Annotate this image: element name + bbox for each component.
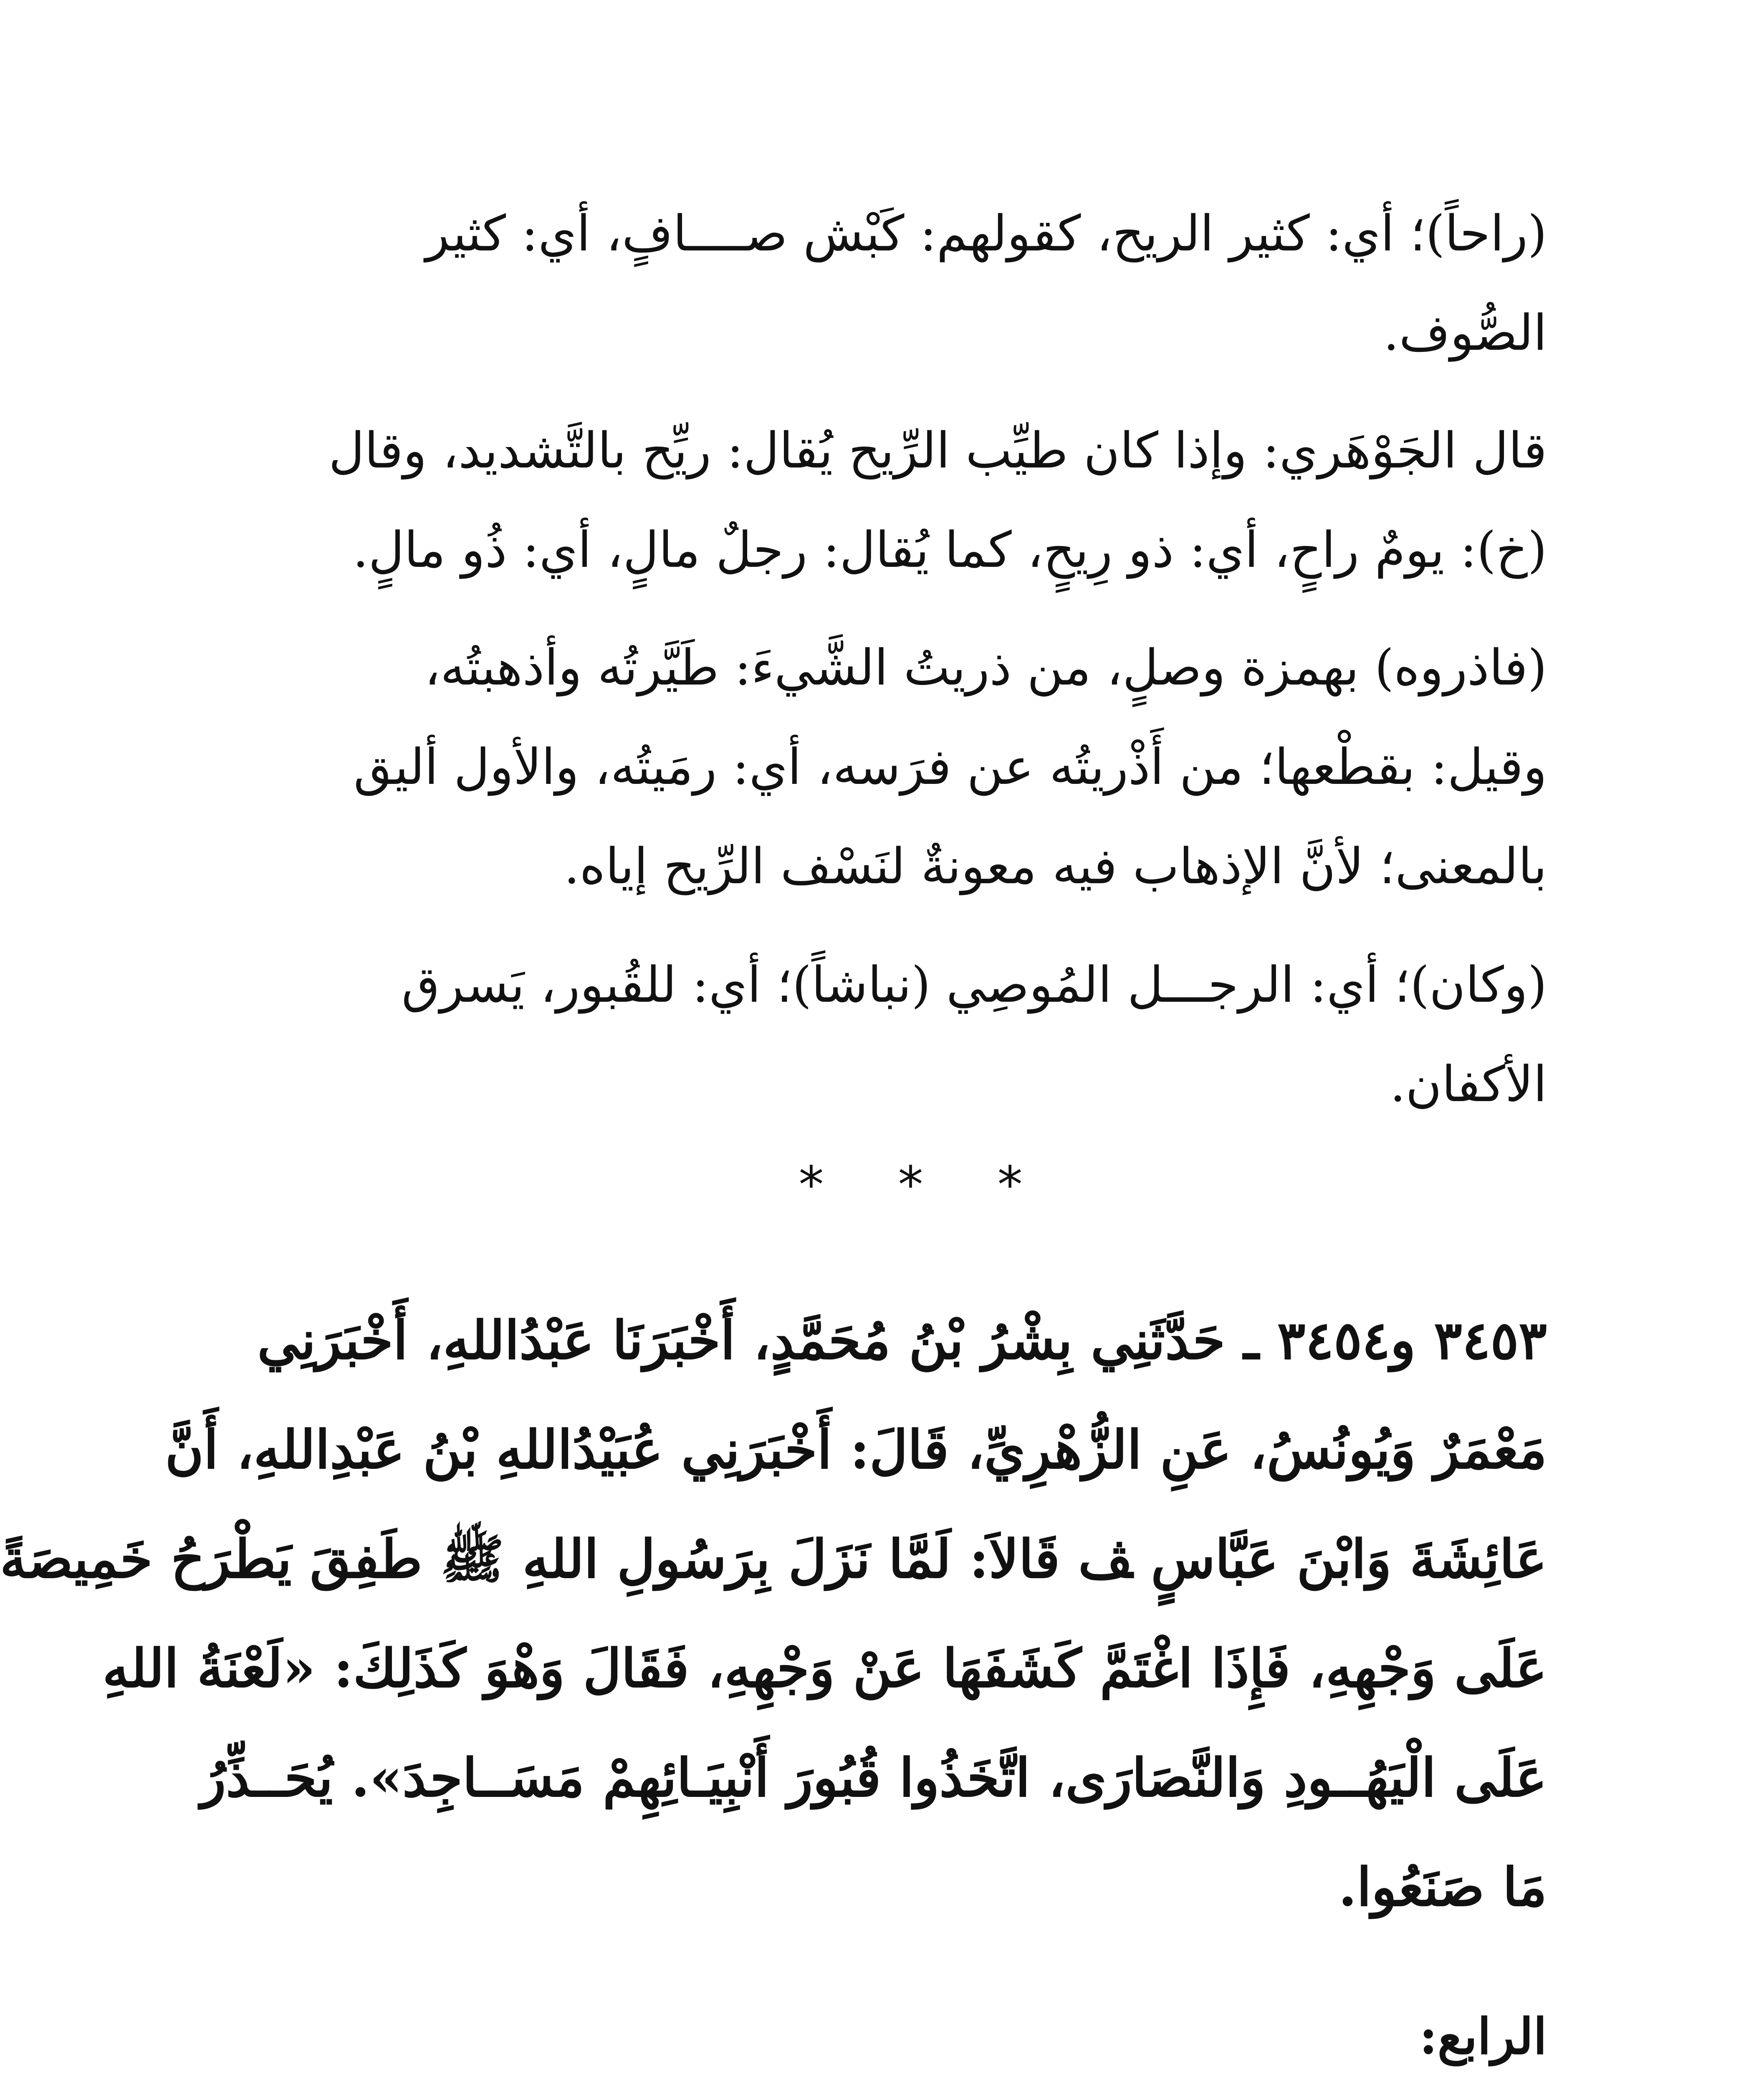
section-heading: الرابع: — [1419, 2007, 1547, 2065]
section-separator: * * * — [799, 1156, 1052, 1214]
hadith-line: عَائِشَةَ وَابْنَ عَبَّاسٍ ﭫ قَالاَ: لَمَّا نَزَلَ بِرَسُولِ اللهِ ﷺ طَفِقَ يَطْرَحُ خَمِيصَةً — [0, 1528, 1547, 1590]
text-line: بالمعنى؛ لأنَّ الإذهاب فيه معونةٌ لنَسْف الرِّيح إياه. — [564, 837, 1547, 895]
text-line: قال الجَوْهَري: وإذا كان طيِّب الرِّيح يُقال: ريِّح بالتَّشديد، وقال — [329, 422, 1547, 479]
paragraph-rahan — [303, 184, 1547, 382]
text-line: (وكان)؛ أي: الرجـــل المُوصِي (نباشاً)؛ أي: للقُبور، يَسرق — [402, 956, 1547, 1013]
text-line: وقيل: بقطْعها؛ من أَذْريتُه عن فرَسه، أي: رمَيتُه، والأول أليق — [353, 738, 1547, 796]
hadith-line: عَلَى وَجْهِهِ، فَإِذَا اغْتَمَّ كَشَفَهَا عَنْ وَجْهِهِ، فَقَالَ وَهْوَ كَذَلِكَ: «لَعْنَةُ اللهِ — [102, 1637, 1547, 1699]
hadith-line: مَعْمَرٌ وَيُونُسُ، عَنِ الزُّهْرِيِّ، قَالَ: أَخْبَرَنِي عُبَيْدُاللهِ بْنُ عَبْدِاللهِ، أَنَّ — [165, 1419, 1547, 1481]
hadith-text — [0, 1286, 1547, 1942]
text-line: (خ): يومٌ راحٍ، أي: ذو رِيحٍ، كما يُقال: رجلٌ مالٍ، أي: ذُو مالٍ. — [353, 521, 1547, 579]
hadith-line: مَا صَنَعُوا. — [1338, 1856, 1547, 1918]
text-line: الأكفان. — [1390, 1055, 1547, 1113]
paragraph-jawhari — [303, 401, 1547, 599]
text-line: (راحاً)؛ أي: كثير الريح، كقولهم: كَبْش صــــافٍ، أي: كثير — [425, 205, 1547, 262]
hadith-line: عَلَى الْيَهُــودِ وَالنَّصَارَى، اتَّخَذُوا قُبُورَ أَنْبِيَـائِهِمْ مَسَــاجِدَ». يُحَــذِّرُ — [200, 1747, 1547, 1809]
text-line: الصُّوف. — [1383, 304, 1547, 361]
paragraph-wakan — [303, 935, 1547, 1134]
text-line: (فاذروه) بهمزة وصلٍ، من ذريتُ الشَّيءَ: طَيَّرتُه وأذهبتُه، — [424, 639, 1547, 696]
hadith-line: ٣٤٥٣ و٣٤٥٤ ـ حَدَّثَنِي بِشْرُ بْنُ مُحَمَّدٍ، أَخْبَرَنَا عَبْدُاللهِ، أَخْبَرَنِي — [257, 1309, 1547, 1371]
paragraph-fadhroh — [303, 618, 1547, 916]
